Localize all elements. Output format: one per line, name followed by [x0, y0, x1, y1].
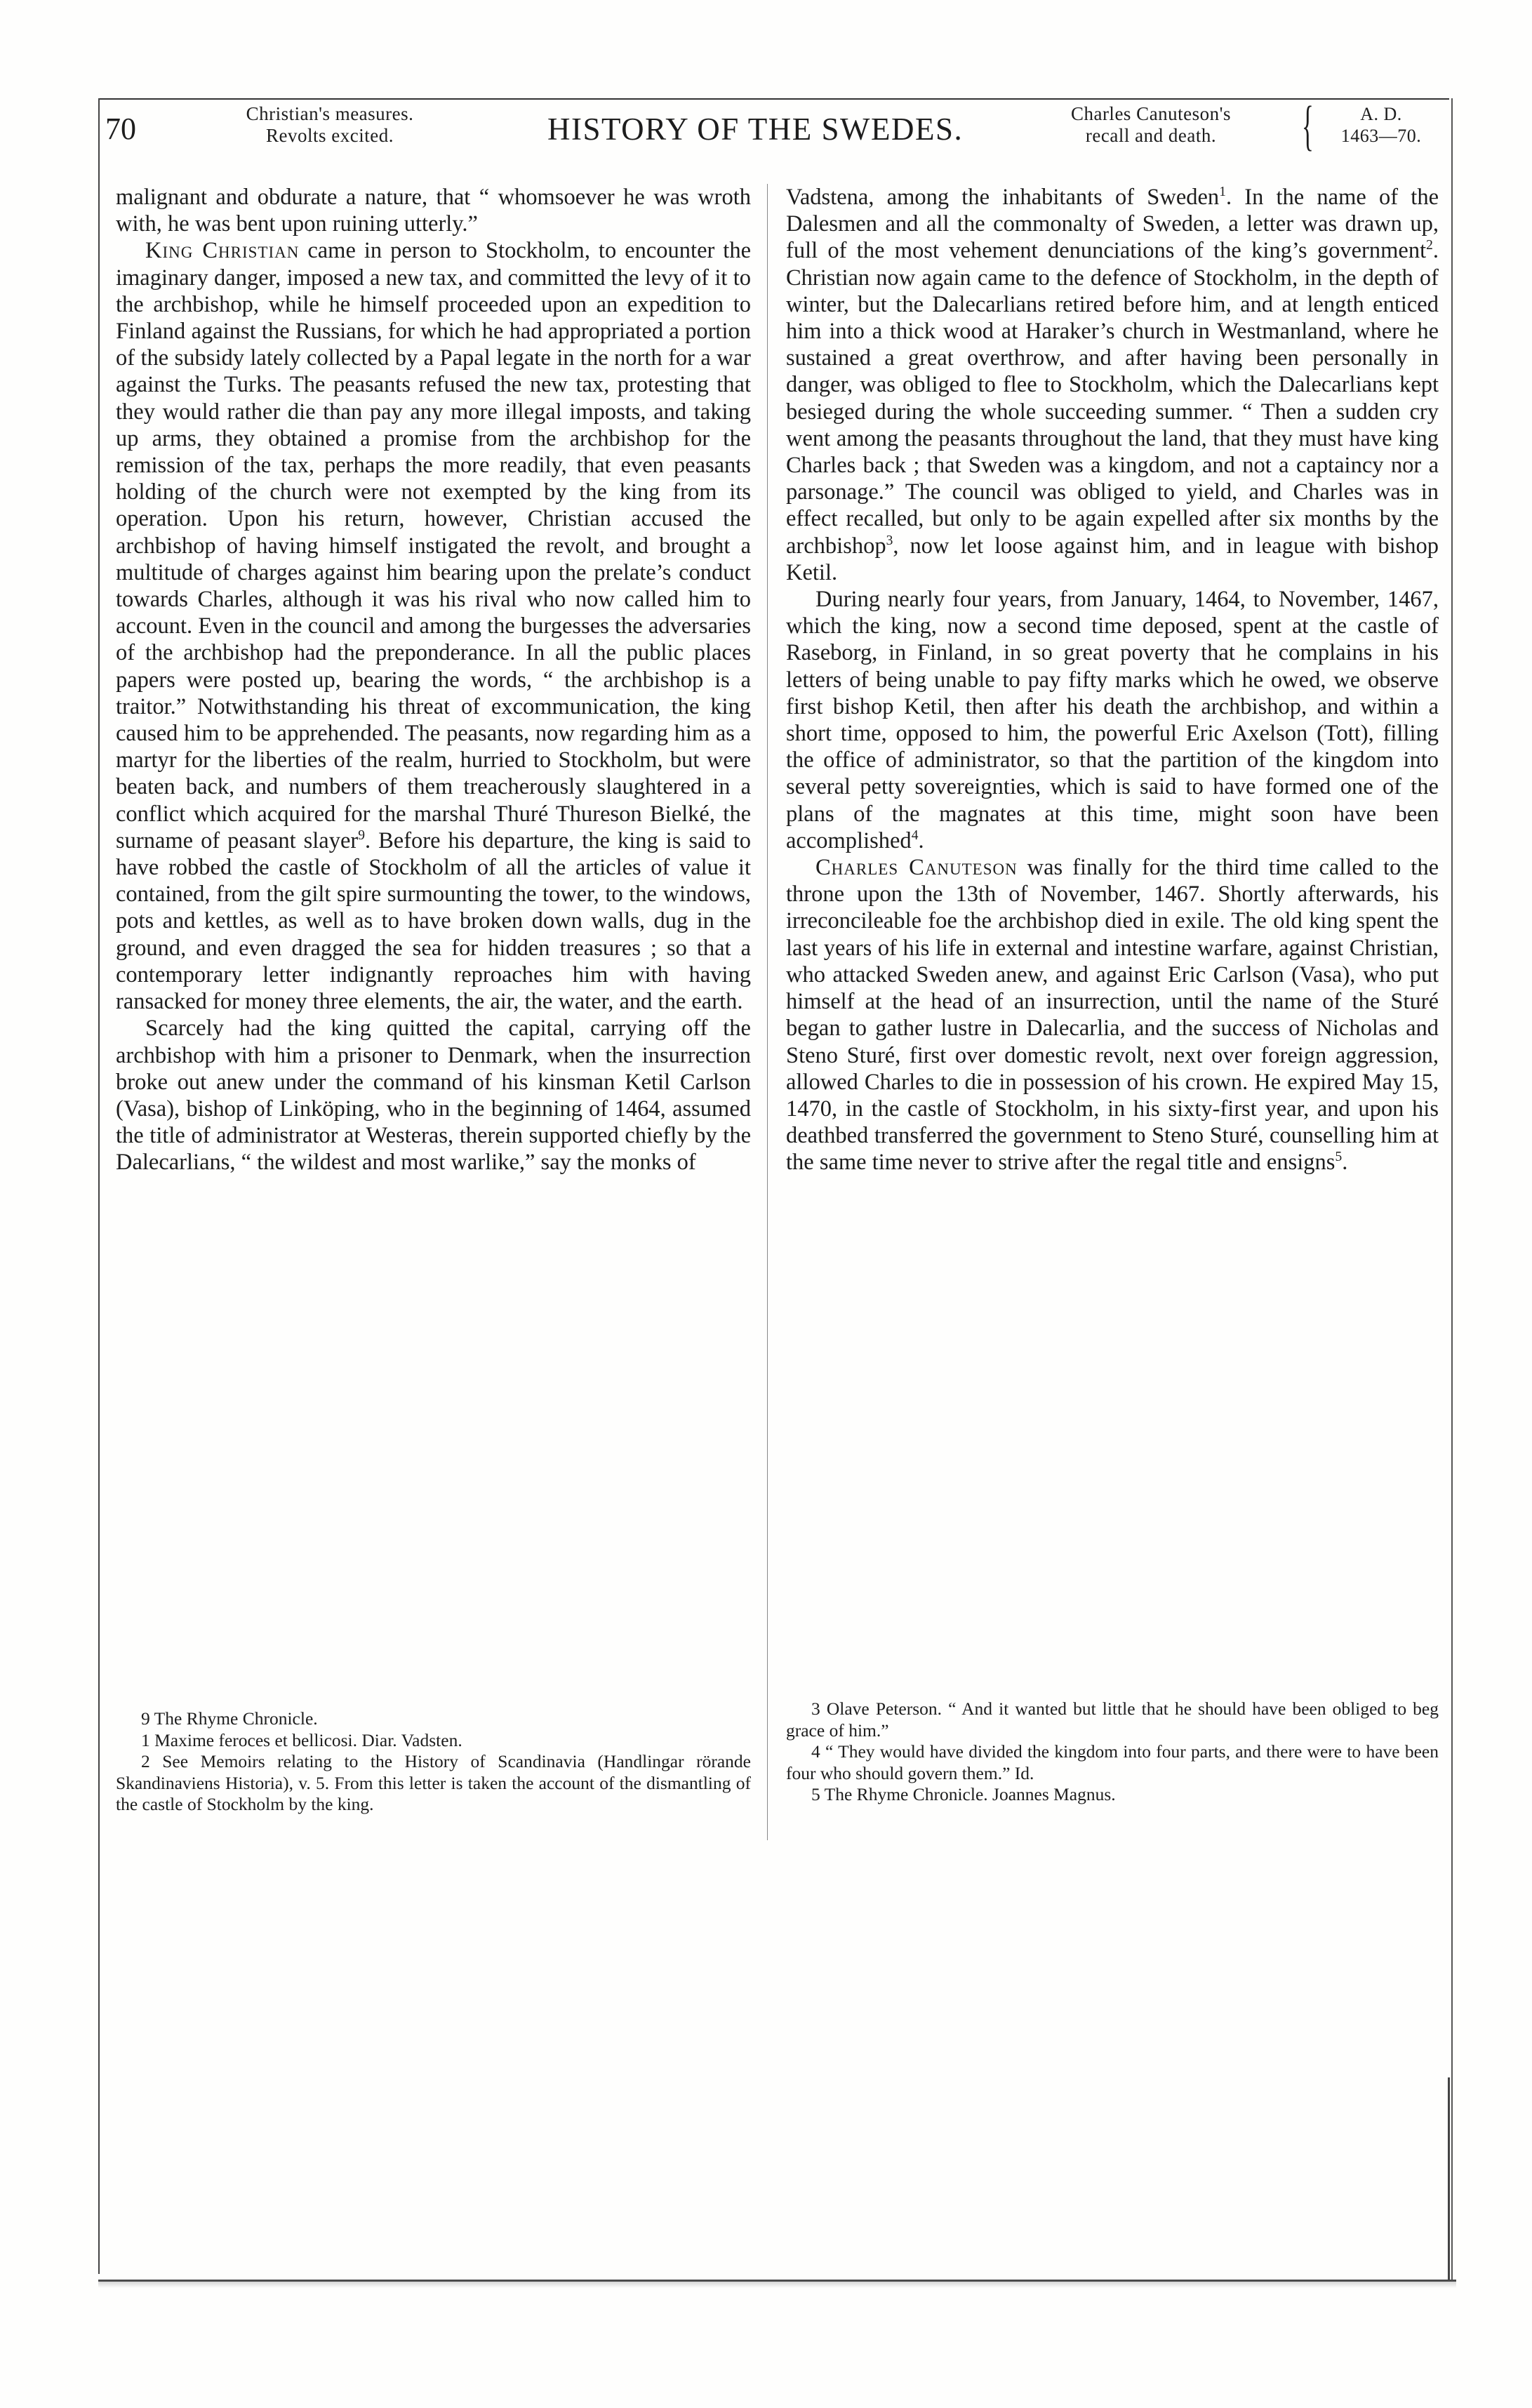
footnote-ref[interactable]: 9 [358, 828, 365, 844]
right-column [786, 184, 1439, 1176]
footnote: 3 Olave Peterson. “ And it wanted but little that he should have been obliged to beg grace of him.” [786, 1698, 1439, 1741]
footnotes-right [786, 1698, 1439, 1806]
page-frame-right-edge [1448, 2077, 1450, 2281]
footnote-ref[interactable]: 4 [911, 828, 919, 844]
paragraph: Vadstena, among the inhabitants of Sweden$^1$. In the name of the Dalesmen and all the commonalty of Sweden, a letter was drawn up, full of the most vehement denunciations of the king’s government$^2$. Christian now again came to the defence of Stockholm, in the depth of winter, but the Dalecarlians retired before him, and at length enticed him into a thick wood at Haraker’s church in Westmanland, where he sustained a great overthrow, and after having been personally in danger, was obliged to flee to Stockholm, which the Dalecarlians kept besieged during the whole succeeding summer. “ Then a sudden cry went among the peasants throughout the land, that they must have king Charles back ; that Sweden was a kingdom, and not a captaincy nor a parsonage.” The council was obliged to yield, and Charles was in effect recalled, but only to be again expelled after six months by the archbishop$^3$, now let loose against him, and in league with bishop Ketil. [786, 185, 1439, 585]
footnote: 4 “ They would have divided the kingdom into four parts, and there were to have been four who should govern them.” Id. [786, 1741, 1439, 1783]
page-number: 70 [105, 112, 136, 146]
running-title: HISTORY OF THE SWEDES. [547, 112, 964, 147]
margin-note-right [1025, 103, 1277, 147]
footnotes-left [116, 1708, 751, 1816]
margin-note-right-line2: recall and death. [1085, 125, 1217, 146]
margin-note-right-line1: Charles Canuteson's [1070, 103, 1232, 124]
brace-icon: { [1302, 95, 1314, 156]
page-frame-left-rule [98, 98, 100, 2274]
page-frame-right-rule [1451, 98, 1453, 2281]
date-years: 1463—70. [1340, 126, 1422, 146]
paragraph: Scarcely had the king quitted the capital, carrying off the archbishop with him a prisoner to Denmark, when the insurrection broke out anew under the command of his kinsman Ketil Carlson (Vasa), bishop of Linköping, who in the beginning of 1464, assumed the title of administrator at Westeras, therein supported chiefly by the Dalecarlians, “ the wildest and most warlike,” say the monks of [116, 1016, 751, 1176]
page-frame-top-rule [98, 98, 1449, 100]
paragraph: King Christian came in person to Stockholm, to encounter the imaginary danger, imposed a new tax, and committed the levy of it to the archbishop, while he himself proceeded upon an expedition to Finland against the Russians, for which he had appropriated a portion of the subsidy lately collected by a Papal legate in the north for a war against the Turks. The peasants refused the new tax, protesting that they would rather die than pay any more illegal imposts, and taking up arms, they obtained a promise from the archbishop for the remission of the tax, perhaps the more readily, that even peasants holding of the church were not exempted by the king from its operation. Upon his return, however, Christian accused the archbishop of having himself instigated the revolt, and brought a multitude of charges against him bearing upon the prelate’s conduct towards Charles, although it was his rival who now called him to account. Even in the council and among the burgesses the adversaries of the archbishop had the preponderance. In all the public places papers were posted up, bearing the words, “ the archbishop is a traitor.” Notwithstanding his threat of excommunication, the king caused him to be apprehended. The peasants, now regarding him as a martyr for the liberties of the realm, hurried to Stockholm, but were beaten back, and numbers of them treacherously slaughtered in a conflict which acquired for the marshal Thuré Thureson Bielké, the surname of peasant slayer$^9$. Before his departure, the king is said to have robbed the castle of Stockholm of all the articles of value it contained, from the gilt spire surmounting the tower, to the windows, pots and kettles, as well as to have broken down walls, dug in the ground, and even dragged the sea for hidden treasures ; so that a contemporary letter indignantly reproaches him with having ransacked for money three elements, the air, the water, and the earth. [116, 238, 752, 1015]
paragraph: During nearly four years, from January, 1464, to November, 1467, which the king, now a second time deposed, spent at the castle of Raseborg, in Finland, in so great poverty that he complains in his letters of being unable to pay fifty marks which he owed, we observe first bishop Ketil, then after his death the archbishop, and within a short time, opposed to him, the powerful Eric Axelson (Tott), filling the office of administrator, so that the partition of the kingdom into several petty sovereignties, which is said to have formed one of the plans of the magnates at this time, might soon have been accomplished$^4$. [786, 587, 1439, 853]
small-caps-name: Charles Canuteson [815, 855, 1018, 881]
date-label: A. D. [1360, 104, 1402, 124]
date-range [1325, 103, 1437, 147]
small-caps-name: King Christian [145, 238, 300, 264]
footnote-ref[interactable]: 2 [1426, 238, 1433, 253]
footnote-ref[interactable]: 5 [1335, 1150, 1343, 1165]
page-bottom-shadow [98, 2280, 1456, 2288]
paragraph: Charles Canuteson was finally for the third time called to the throne upon the 13th of November, 1467. Shortly afterwards, his irreconcileable foe the archbishop died in exile. The old king spent the last years of his life in external and intestine warfare, against Christian, who attacked Sweden anew, and against Eric Carlson (Vasa), who put himself at the head of an insurrection, until the name of the Sturé began to gather lustre in Dalecarlia, and the success of Nicholas and Steno Sturé, first over domestic revolt, next over foreign aggression, allowed Charles to die in possession of his crown. He expired May 15, 1470, in the castle of Stockholm, in his sixty-first year, and upon his deathbed transferred the government to Steno Sturé, counselling him at the same time never to strive after the regal title and ensigns$^5$. [786, 855, 1439, 1176]
margin-note-left-line1: Christian's measures. [246, 103, 414, 124]
column-divider [767, 184, 768, 1840]
footnote-ref[interactable]: 3 [886, 533, 893, 548]
footnote: 9 The Rhyme Chronicle. [141, 1708, 318, 1729]
paragraph: malignant and obdurate a nature, that “ whomsoever he was wroth with, he was bent upon ruining utterly.” [116, 185, 751, 237]
footnote: 2 See Memoirs relating to the History of Scandinavia (Handlingar rörande Skandinaviens Historia), v. 5. From this letter is taken the account of the dismantling of the castle of Stockholm by the king. [116, 1751, 751, 1814]
left-column [116, 184, 751, 1176]
footnote-ref[interactable]: 1 [1219, 185, 1226, 200]
footnote: 1 Maxime feroces et bellicosi. Diar. Vadsten. [141, 1729, 462, 1750]
footnote: 5 The Rhyme Chronicle. Joannes Magnus. [811, 1784, 1116, 1804]
margin-note-left [211, 103, 449, 147]
margin-note-left-line2: Revolts excited. [266, 125, 394, 146]
